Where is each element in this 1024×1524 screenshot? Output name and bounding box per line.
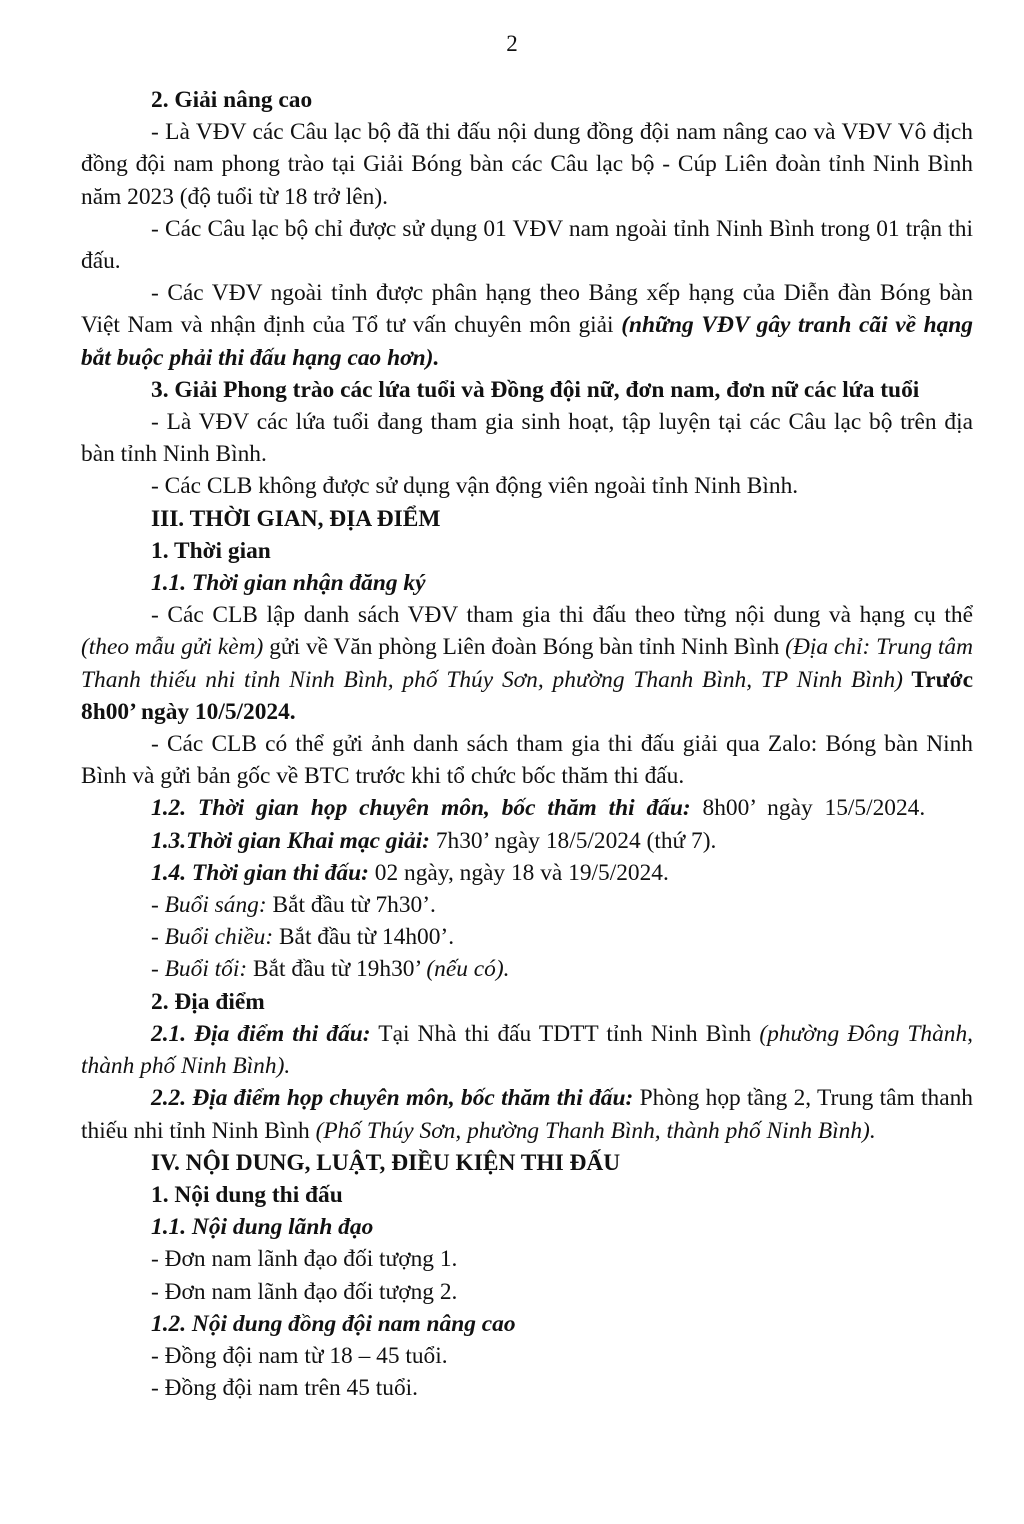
page-number: 2 [506, 31, 518, 56]
section-heading: 2. Địa điểm [151, 988, 265, 1015]
location-note: (phường Đông Thành, thành phố Ninh Bình). [81, 1020, 974, 1080]
italic-note: (theo mẫu gửi kèm) [81, 634, 264, 661]
session-item [81, 953, 973, 985]
paragraph: - Các Câu lạc bộ chỉ được sử dụng 01 VĐV nam ngoài tỉnh Ninh Bình trong 01 trận thi đấu. [81, 215, 973, 275]
session-item [81, 921, 973, 953]
schedule-item [81, 825, 973, 857]
schedule-value: 7h30’ ngày 18/5/2024 (thứ 7). [429, 827, 717, 854]
session-value: Bắt đầu từ 7h30’. [266, 892, 436, 919]
schedule-value: 8h00’ ngày 15/5/2024. [690, 795, 926, 822]
section-heading: 2. Giải nâng cao [151, 87, 313, 113]
schedule-label: 1.3.Thời gian Khai mạc giải: [151, 827, 430, 854]
session-label: - Buổi tối: [151, 956, 248, 983]
session-note: (nếu có). [426, 956, 510, 983]
paragraph-text: - Các VĐV ngoài tỉnh được phân hạng theo Bảng xếp hạng của Diễn đàn Bóng bàn Việt Nam và nhận định của Tổ tư vấn chuyên môn giải [81, 280, 973, 339]
session-item [81, 889, 973, 921]
location-value: Tại Nhà thi đấu TDTT tỉnh Ninh Bình [370, 1020, 760, 1047]
document-body [81, 84, 973, 1404]
paragraph: - Các CLB có thể gửi ảnh danh sách tham gia thi đấu giải qua Zalo: Bóng bàn Ninh Bình và gửi bản gốc về BTC trước khi tổ chức bốc thăm thi đấu. [81, 731, 973, 790]
deadline: Trước 8h00’ ngày 10/5/2024. [81, 666, 973, 725]
schedule-label: 1.4. Thời gian thi đấu: [151, 859, 369, 886]
section-heading: 1. Thời gian [151, 537, 271, 564]
session-label: - Buổi chiều: [151, 924, 274, 951]
list-item: - Đơn nam lãnh đạo đối tượng 1. [151, 1246, 458, 1273]
location-item [81, 1082, 973, 1146]
location-label: 2.2. Địa điểm họp chuyên môn, bốc thăm thi đấu: [151, 1085, 634, 1112]
paragraph: - Là VĐV các lứa tuổi đang tham gia sinh hoạt, tập luyện tại các Câu lạc bộ trên địa bàn tỉnh Ninh Bình. [81, 409, 973, 468]
subsection-heading: 1.1. Thời gian nhận đăng ký [151, 570, 426, 597]
section-heading: 1. Nội dung thi đấu [151, 1181, 343, 1208]
paragraph: - Là VĐV các Câu lạc bộ đã thi đấu nội dung đồng đội nam nâng cao và VĐV Vô địch đồng đội nam phong trào tại Giải Bóng bàn các Câu lạc bộ - Cúp Liên đoàn tỉnh Ninh Bình năm 2023 (độ tuổi từ 18 trở lên). [81, 119, 973, 210]
list-item: - Đồng đội nam trên 45 tuổi. [151, 1375, 419, 1402]
session-value: Bắt đầu từ 14h00’. [273, 924, 455, 951]
session-label: - Buổi sáng: [151, 892, 267, 919]
section-heading: 3. Giải Phong trào các lứa tuổi và Đồng đội nữ, đơn nam, đơn nữ các lứa tuổi [151, 376, 920, 403]
location-item [81, 1018, 973, 1082]
paragraph [81, 277, 973, 374]
registration-paragraph [81, 599, 973, 728]
subsection-heading: 1.1. Nội dung lãnh đạo [151, 1214, 374, 1241]
chapter-heading: IV. NỘI DUNG, LUẬT, ĐIỀU KIỆN THI ĐẤU [151, 1149, 621, 1176]
paragraph: - Các CLB không được sử dụng vận động viên ngoài tỉnh Ninh Bình. [151, 473, 799, 500]
schedule-item [81, 857, 973, 889]
schedule-item [81, 792, 973, 824]
location-note: (Phố Thúy Sơn, phường Thanh Bình, thành phố Ninh Bình). [315, 1117, 876, 1144]
schedule-value: 02 ngày, ngày 18 và 19/5/2024. [368, 859, 669, 886]
paragraph-text: - Các CLB lập danh sách VĐV tham gia thi đấu theo từng nội dung và hạng cụ thể [151, 602, 973, 629]
subsection-heading: 1.2. Nội dung đồng đội nam nâng cao [151, 1310, 516, 1337]
list-item: - Đồng đội nam từ 18 – 45 tuổi. [151, 1342, 448, 1369]
emphasis-note: (những VĐV gây tranh cãi về hạng bắt buộc phải thi đấu hạng cao hơn). [81, 312, 973, 371]
schedule-label: 1.2. Thời gian họp chuyên môn, bốc thăm thi đấu: [151, 795, 691, 822]
chapter-heading: III. THỜI GIAN, ĐỊA ĐIỂM [151, 505, 441, 532]
list-item: - Đơn nam lãnh đạo đối tượng 2. [151, 1278, 458, 1305]
session-value: Bắt đầu từ 19h30’ [247, 956, 427, 983]
location-value: Phòng họp tầng 2, Trung tâm thanh thiếu nhi tỉnh Ninh Bình [81, 1085, 973, 1144]
address-note: (Địa chỉ: Trung tâm Thanh thiếu nhi tỉnh Ninh Bình, phố Thúy Sơn, phường Thanh Bình, TP Ninh Bình) [81, 634, 973, 693]
location-label: 2.1. Địa điểm thi đấu: [151, 1020, 371, 1047]
paragraph-text: gửi về Văn phòng Liên đoàn Bóng bàn tỉnh Ninh Bình [263, 634, 786, 661]
